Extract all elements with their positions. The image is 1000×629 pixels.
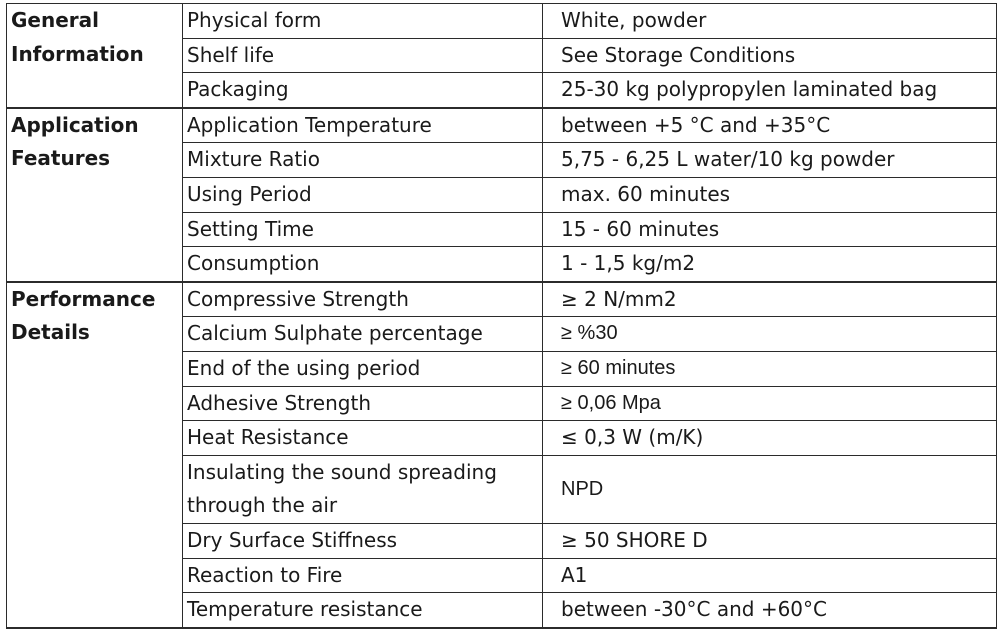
property-cell: Physical form — [183, 4, 543, 39]
table-row — [7, 282, 997, 317]
property-cell: Packaging — [183, 73, 543, 108]
property-cell: Consumption — [183, 247, 543, 282]
property-cell: Setting Time — [183, 212, 543, 247]
property-cell: Heat Resistance — [183, 421, 543, 456]
property-cell: Mixture Ratio — [183, 143, 543, 178]
value-cell: ≥ 60 minutes — [543, 351, 997, 386]
value-cell: NPD — [543, 455, 997, 523]
value-cell: 1 - 1,5 kg/m2 — [543, 247, 997, 282]
value-cell: between -30°C and +60°C — [543, 593, 997, 628]
property-cell: Compressive Strength — [183, 282, 543, 317]
group-title-application: Application Features — [7, 108, 183, 282]
property-cell: Insulating the sound spreading through the air — [183, 455, 543, 523]
value-cell: between +5 °C and +35°C — [543, 108, 997, 143]
value-cell: ≥ 2 N/mm2 — [543, 282, 997, 317]
group-title-performance: Performance Details — [7, 282, 183, 628]
table-row — [7, 108, 997, 143]
value-cell: See Storage Conditions — [543, 38, 997, 73]
value-cell: max. 60 minutes — [543, 177, 997, 212]
table-row — [7, 4, 997, 39]
property-cell: Temperature resistance — [183, 593, 543, 628]
property-cell: End of the using period — [183, 351, 543, 386]
value-cell: A1 — [543, 558, 997, 593]
value-cell: ≥ %30 — [543, 317, 997, 352]
property-cell: Calcium Sulphate percentage — [183, 317, 543, 352]
property-cell: Shelf life — [183, 38, 543, 73]
value-cell: 5,75 - 6,25 L water/10 kg powder — [543, 143, 997, 178]
value-cell: 25-30 kg polypropylen laminated bag — [543, 73, 997, 108]
property-cell: Adhesive Strength — [183, 386, 543, 421]
value-cell: White, powder — [543, 4, 997, 39]
property-cell: Reaction to Fire — [183, 558, 543, 593]
property-cell: Dry Surface Stiffness — [183, 523, 543, 558]
property-cell: Using Period — [183, 177, 543, 212]
value-cell: ≥ 0,06 Mpa — [543, 386, 997, 421]
value-cell: ≥ 50 SHORE D — [543, 523, 997, 558]
value-cell: 15 - 60 minutes — [543, 212, 997, 247]
property-cell: Application Temperature — [183, 108, 543, 143]
group-title-general: General Information — [7, 4, 183, 108]
value-cell: ≤ 0,3 W (m/K) — [543, 421, 997, 456]
spec-table — [6, 3, 997, 629]
